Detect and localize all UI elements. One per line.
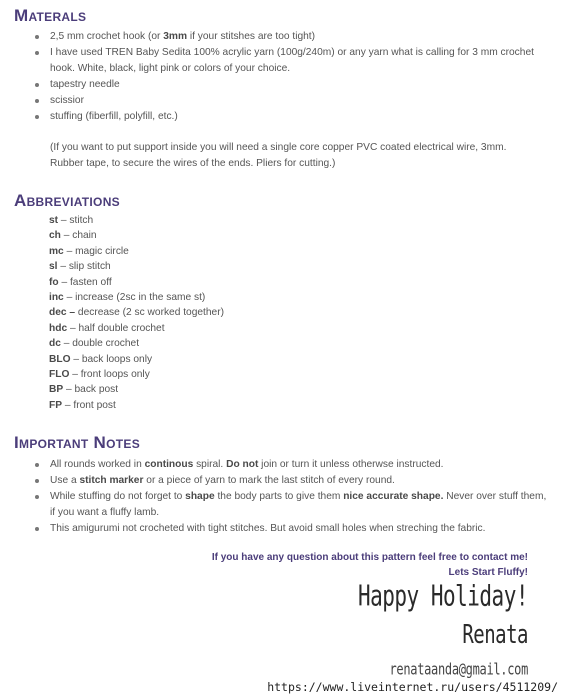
abbreviation-code: hdc bbox=[49, 322, 68, 334]
abbreviation-meaning: stitch bbox=[69, 215, 94, 226]
abbreviation-meaning: chain bbox=[72, 230, 97, 242]
materials-item bbox=[0, 109, 564, 125]
abbreviation-separator: – bbox=[69, 369, 81, 381]
note-item-text: continous bbox=[144, 459, 194, 470]
abbreviation-item bbox=[49, 352, 224, 367]
abbreviation-item bbox=[49, 213, 224, 228]
materials-item bbox=[0, 29, 564, 45]
source-url-watermark: https://www.liveinternet.ru/users/4511209/ bbox=[267, 680, 558, 694]
materials-item-text: tapestry needle bbox=[50, 79, 120, 90]
materials-item bbox=[0, 77, 564, 93]
materials-item-text: I have used TREN Baby Sedita 100% acrylic yarn (100g/240m) or any yarn what is calling for 3 mm crochet hook. White, black, light pink or colors of your choice. bbox=[50, 47, 534, 74]
note-item-text: While stuffing do not forget to bbox=[50, 491, 186, 502]
abbreviation-separator: – bbox=[58, 276, 70, 288]
abbreviation-item bbox=[49, 305, 224, 320]
note-item bbox=[0, 489, 564, 521]
abbreviation-code: ch bbox=[49, 230, 61, 242]
note-item-text: This amigurumi not crocheted with tight stitches. But avoid small holes when streching the fabric. bbox=[50, 523, 486, 534]
signature-handwritten: Renata bbox=[462, 620, 528, 650]
abbreviation-code: FLO bbox=[49, 369, 70, 381]
materials-item-text: scissior bbox=[50, 95, 84, 106]
note-item bbox=[0, 473, 564, 489]
abbreviation-meaning: decrease (2 sc worked together) bbox=[77, 307, 224, 319]
note-item-text: Never over stuff them, if you want a fluffy lamb. bbox=[50, 491, 547, 518]
materials-item bbox=[0, 93, 564, 109]
abbreviation-code: dec – bbox=[49, 307, 76, 319]
abbreviation-meaning: fasten off bbox=[69, 276, 112, 288]
abbreviation-separator: – bbox=[57, 261, 69, 273]
note-item-text: the body parts to give them bbox=[214, 491, 344, 502]
important-notes-heading: Important Notes bbox=[14, 433, 140, 452]
materials-item-text: 3mm bbox=[163, 31, 188, 42]
abbreviation-separator: – bbox=[62, 399, 74, 411]
abbreviation-meaning: double crochet bbox=[72, 338, 140, 350]
abbreviation-meaning: slip stitch bbox=[68, 261, 111, 273]
abbreviation-item bbox=[49, 275, 224, 290]
note-item-text: or a piece of yarn to mark the last stitch of every round. bbox=[143, 475, 395, 486]
abbreviation-item bbox=[49, 259, 224, 274]
materials-heading: Materals bbox=[14, 6, 87, 25]
abbreviation-separator: – bbox=[63, 384, 75, 396]
abbreviation-separator: – bbox=[63, 292, 76, 304]
abbreviation-code: mc bbox=[49, 245, 64, 257]
abbreviation-code: dc bbox=[49, 338, 61, 350]
materials-item bbox=[0, 45, 564, 77]
contact-block bbox=[212, 550, 528, 580]
wire-support-note: (If you want to put support inside you will need a single core copper PVC coated electrical wire, 3mm. Rubber tape, to secure the wires of the ends. Pliers for cutting.) bbox=[50, 142, 507, 169]
abbreviation-code: inc bbox=[49, 292, 64, 304]
abbreviation-item bbox=[49, 382, 224, 397]
abbreviation-code: fo bbox=[49, 276, 59, 288]
contact-line: If you have any question about this pattern feel free to contact me! bbox=[211, 552, 528, 563]
abbreviation-code: BP bbox=[49, 384, 64, 396]
materials-item-text: 2,5 mm crochet hook (or bbox=[50, 31, 164, 42]
abbreviation-meaning: back loops only bbox=[81, 353, 153, 365]
abbreviation-separator: – bbox=[60, 338, 73, 350]
abbreviation-item bbox=[49, 367, 224, 382]
abbreviation-separator: – bbox=[58, 215, 70, 226]
notes-list bbox=[0, 457, 564, 537]
email-handwritten: renataanda@gmail.com bbox=[389, 660, 528, 679]
note-item bbox=[0, 521, 564, 537]
note-item-text: nice accurate shape. bbox=[343, 491, 444, 502]
abbreviation-meaning: front loops only bbox=[80, 369, 150, 381]
abbreviation-separator: – bbox=[63, 245, 76, 257]
abbreviations-heading: Abbreviations bbox=[14, 191, 120, 210]
abbreviation-meaning: back post bbox=[74, 384, 119, 396]
materials-item-text: if your stitshes are too tight) bbox=[187, 31, 316, 42]
abbreviation-meaning: half double crochet bbox=[78, 322, 165, 334]
abbreviation-item bbox=[49, 398, 224, 413]
note-item-text: Use a bbox=[50, 475, 80, 486]
greeting-handwritten: Happy Holiday! bbox=[357, 580, 528, 613]
abbreviation-separator: – bbox=[70, 353, 82, 365]
abbreviation-code: sl bbox=[49, 261, 58, 273]
note-item-text: join or turn it unless otherwse instructed. bbox=[258, 459, 444, 470]
abbreviation-item bbox=[49, 290, 224, 305]
closing-line: Lets Start Fluffy! bbox=[448, 567, 528, 578]
abbreviation-item bbox=[49, 228, 224, 243]
abbreviation-item bbox=[49, 336, 224, 351]
note-item-text: All rounds worked in bbox=[50, 459, 145, 470]
abbreviation-item bbox=[49, 321, 224, 336]
note-item-text: spiral. bbox=[193, 459, 227, 470]
abbreviation-separator: – bbox=[60, 230, 73, 242]
note-item-text: shape bbox=[185, 491, 215, 502]
abbreviations-list bbox=[49, 213, 224, 413]
note-item-text: Do not bbox=[226, 459, 259, 470]
abbreviation-meaning: front post bbox=[73, 399, 116, 411]
abbreviation-code: st bbox=[49, 215, 59, 226]
abbreviation-meaning: increase (2sc in the same st) bbox=[75, 292, 206, 304]
abbreviation-item bbox=[49, 244, 224, 259]
abbreviation-code: FP bbox=[49, 399, 63, 411]
materials-list bbox=[0, 29, 564, 125]
abbreviation-separator: – bbox=[67, 322, 79, 334]
note-item-text: stitch marker bbox=[79, 475, 144, 486]
abbreviation-meaning: magic circle bbox=[75, 245, 129, 257]
abbreviation-code: BLO bbox=[49, 353, 71, 365]
note-item bbox=[0, 457, 564, 473]
materials-item-text: stuffing (fiberfill, polyfill, etc.) bbox=[50, 111, 178, 122]
